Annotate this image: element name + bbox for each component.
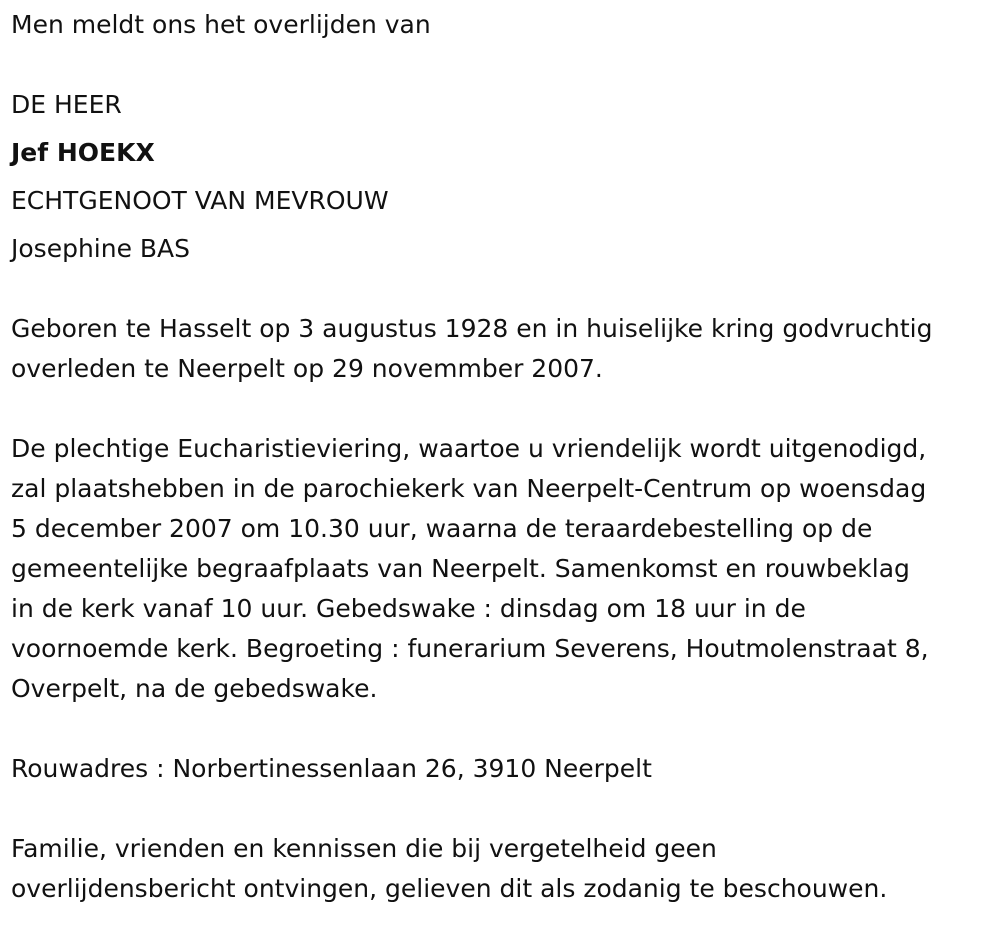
ceremony-line: De plechtige Eucharistieviering, waartoe u vriendelijk wordt uitgenodigd, xyxy=(11,434,927,463)
ceremony-line: voornoemde kerk. Begroeting : funerarium Severens, Houtmolenstraat 8, xyxy=(11,634,929,663)
birth-death-line: overleden te Neerpelt op 29 novemmber 2007. xyxy=(11,354,603,383)
ceremony-line: zal plaatshebben in de parochiekerk van Neerpelt-Centrum op woensdag xyxy=(11,474,927,503)
ceremony-line: 5 december 2007 om 10.30 uur, waarna de teraardebestelling op de xyxy=(11,514,873,543)
deceased-name: Jef HOEKX xyxy=(11,138,155,167)
title-text: DE HEER xyxy=(11,90,122,119)
spouse-name: Josephine BAS xyxy=(11,234,191,263)
mourning-address: Rouwadres : Norbertinessenlaan 26, 3910 Neerpelt xyxy=(11,754,652,783)
ceremony-line: gemeentelijke begraafplaats van Neerpelt. Samenkomst en rouwbeklag xyxy=(11,554,910,583)
birth-death-line: Geboren te Hasselt op 3 augustus 1928 en in huiselijke kring godvruchtig xyxy=(11,314,933,343)
ceremony-line: Overpelt, na de gebedswake. xyxy=(11,674,378,703)
closing-line: overlijdensbericht ontvingen, gelieven dit als zodanig te beschouwen. xyxy=(11,874,888,903)
spouse-label: ECHTGENOOT VAN MEVROUW xyxy=(11,186,389,215)
closing-line: Familie, vrienden en kennissen die bij vergetelheid geen xyxy=(11,834,717,863)
ceremony-line: in de kerk vanaf 10 uur. Gebedswake : dinsdag om 18 uur in de xyxy=(11,594,806,623)
intro-text: Men meldt ons het overlijden van xyxy=(11,10,431,39)
